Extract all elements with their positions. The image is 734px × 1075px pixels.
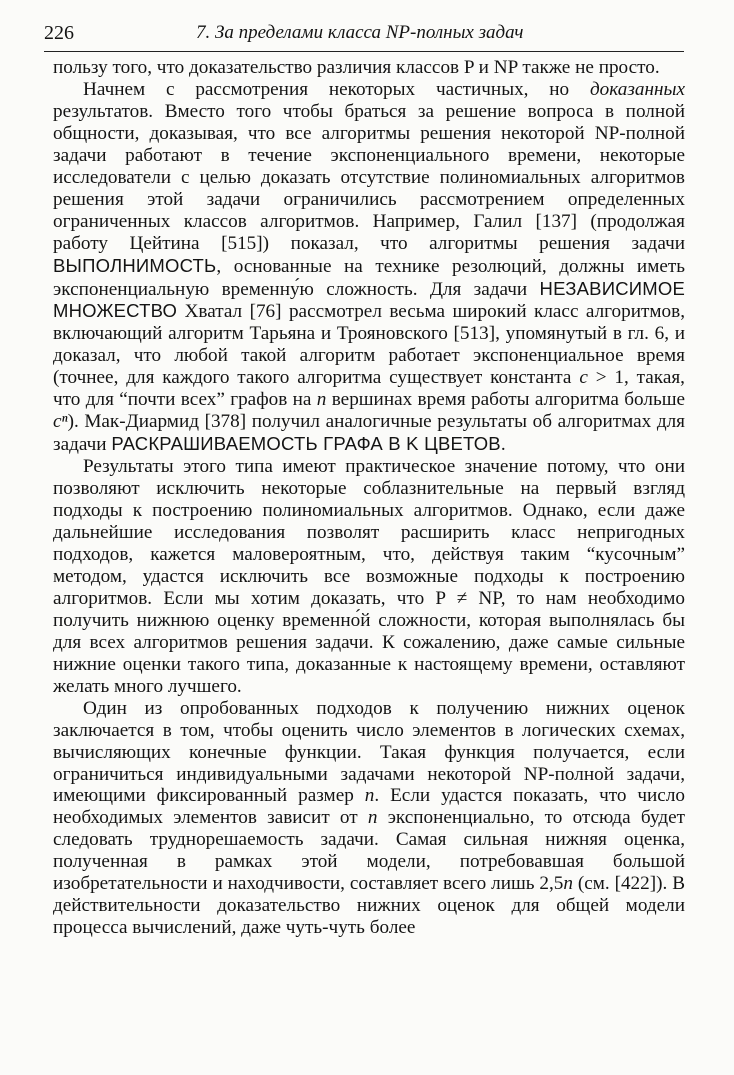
text-run: вершинах время работы алгоритма больше — [326, 389, 685, 411]
text-run: экспоненциально, то отсюда будет следовать труднорешаемость задачи. Самая сильная нижняя оценка, полученная в рамках этой модели, потребовавшая большой изобретательности и находчивости, составляет всего лишь 2,5 — [53, 807, 685, 895]
emphasized-text: cⁿ — [53, 411, 68, 433]
text-run: Один из опробованных подходов к получению нижних оценок заключается в том, чтобы оценить число элементов в логических схемах, вычисляющих конечные функции. Такая функция получается, если ограничиться индивидуальными задачами некоторой NP-полной задачи, имеющими фиксированный размер — [53, 697, 685, 807]
problem-name: НЕЗАВИСИМОЕ МНОЖЕСТВО — [53, 277, 685, 322]
text-run: результатов. Вместо того чтобы браться за решение вопроса в полной общности, доказывая, что все алгоритмы решения некоторой NP-полной задачи работают в течение экспоненциального времени, некоторые исследователи с целью доказать отсутствие полиномиальных алгоритмов решения этой задачи ограничились рассмотрением определенных ограниченных классов алгоритмов. Например, Галил [137] (продолжая работу Цейтина [515]) показал, что алгоритмы решения задачи — [53, 100, 685, 254]
text-run: , основанные на технике резолюций, должны иметь экспоненциальную временну́ю сложность. Для задачи — [53, 255, 685, 300]
text-run: Начнем с рассмотрения некоторых частичных, но — [83, 78, 590, 100]
body-text — [53, 57, 685, 939]
text-run: Результаты этого типа имеют практическое значение потому, что они позволяют исключить некоторые соблазнительные на первый взгляд подходы к построению полиномиальных алгоритмов. Однако, если даже дальнейшие исследования позволят расширить класс непригодных подходов, кажется маловероятным, что, действуя таким “кусочным” методом, удастся исключить все возможные подходы к построению алгоритмов. Если мы хотим доказать, что P ≠ NP, то нам необходимо получить нижнюю оценку временно́й сложности, которая выполнялась бы для всех алгоритмов решения задачи. К сожалению, даже самые сильные нижние оценки такого типа, доказанные к настоящему времени, оставляют желать много лучшего. — [53, 456, 685, 697]
emphasized-text: n — [316, 389, 327, 411]
text-run: ). Мак-Диармид [378] получил аналогичные результаты об алгоритмах для задачи — [53, 411, 685, 456]
emphasized-text: доказанных — [589, 78, 685, 100]
problem-name: РАСКРАШИВАЕМОСТЬ ГРАФА В K ЦВЕТОВ — [111, 433, 501, 455]
text-run: пользу того, что доказательство различия классов P и NP также не просто. — [53, 57, 660, 78]
problem-name: ВЫПОЛНИМОСТЬ — [53, 254, 217, 276]
emphasized-text: n — [364, 785, 375, 807]
emphasized-text: n — [563, 873, 573, 895]
header-rule — [44, 51, 684, 52]
emphasized-text: n — [367, 807, 378, 829]
emphasized-text: c — [579, 367, 588, 389]
paragraph — [53, 79, 685, 456]
running-title: 7. За пределами класса NP-полных задач — [196, 22, 524, 43]
text-run: . Если удастся показать, что число необходимых элементов зависит от — [53, 785, 685, 829]
page-header — [44, 18, 684, 50]
paragraph — [53, 57, 685, 79]
page-number: 226 — [44, 22, 74, 44]
text-run: Хватал [76] рассмотрел весьма широкий класс алгоритмов, включающий алгоритм Тарьяна и Трояновского [513], упомянутый в гл. 6, и доказал, что любой такой алгоритм работает экспоненциальное время (точнее, для каждого такого алгоритма существует константа — [53, 301, 685, 389]
text-run: > 1, такая, что для “почти всех” графов на — [53, 367, 685, 411]
paragraph — [53, 698, 685, 939]
text-run: (см. [422]). В действительности доказательство нижних оценок для общей модели процесса вычислений, даже чуть-чуть более — [53, 873, 685, 939]
text-run: . — [500, 434, 506, 456]
paragraph — [53, 456, 685, 697]
